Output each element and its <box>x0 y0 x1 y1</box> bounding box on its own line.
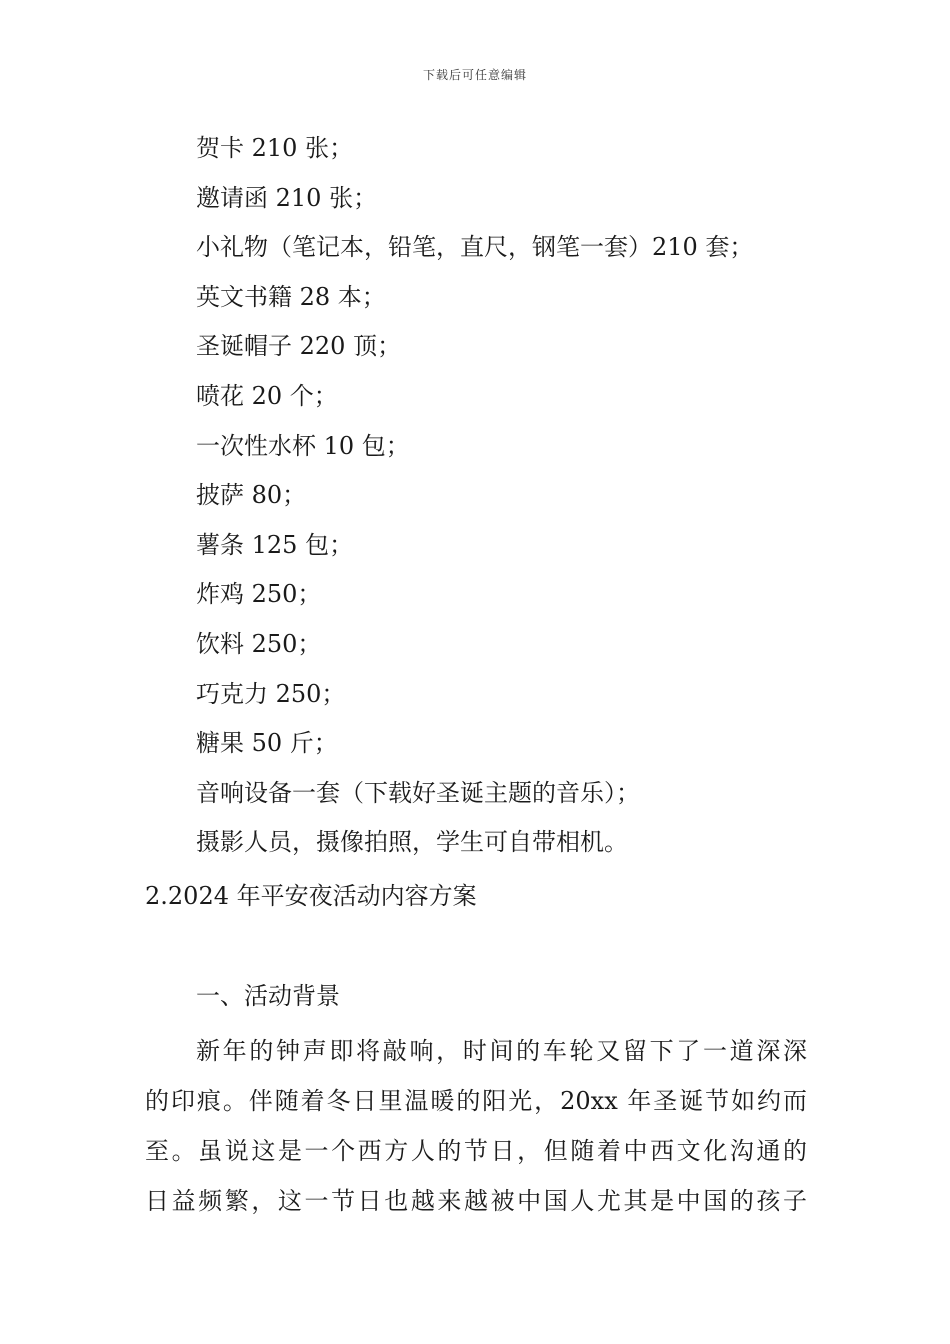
list-item: 糖果 50 斤； <box>196 729 338 758</box>
list-item: 圣诞帽子 220 顶； <box>196 332 402 361</box>
list-item: 音响设备一套（下载好圣诞主题的音乐）； <box>196 778 640 807</box>
list-item: 英文书籍 28 本； <box>196 282 386 311</box>
background-paragraph <box>145 1026 807 1226</box>
list-item: 贺卡 210 张； <box>196 134 354 162</box>
list-item: 邀请函 210 张； <box>196 183 378 212</box>
list-item: 喷花 20 个； <box>196 381 338 410</box>
page-header: 下载后可任意编辑 <box>422 68 527 82</box>
list-item: 摄影人员，摄像拍照，学生可自带相机。 <box>196 828 628 857</box>
paragraph-line: 至。虽说这是一个西方人的节日，但随着中西文化沟通的 <box>145 1137 807 1165</box>
section-title: 2.2024 年平安夜活动内容方案 <box>145 882 477 910</box>
list-item: 薯条 125 包； <box>196 530 354 559</box>
list-item: 饮料 250； <box>196 629 322 658</box>
sub-heading: 一、活动背景 <box>196 982 340 1010</box>
supply-list <box>196 128 753 872</box>
paragraph-line: 的印痕。伴随着冬日里温暖的阳光，20xx 年圣诞节如约而 <box>145 1087 807 1115</box>
paragraph-line: 日益频繁，这一节日也越来越被中国人尤其是中国的孩子 <box>145 1187 807 1215</box>
list-item: 一次性水杯 10 包； <box>196 431 410 460</box>
list-item: 炸鸡 250； <box>196 580 322 609</box>
list-item: 巧克力 250； <box>196 679 346 708</box>
list-item: 小礼物（笔记本，铅笔，直尺，钢笔一套）210 套； <box>196 233 754 262</box>
paragraph-line: 新年的钟声即将敲响，时间的车轮又留下了一道深深 <box>196 1037 807 1065</box>
list-item: 披萨 80； <box>196 481 307 510</box>
